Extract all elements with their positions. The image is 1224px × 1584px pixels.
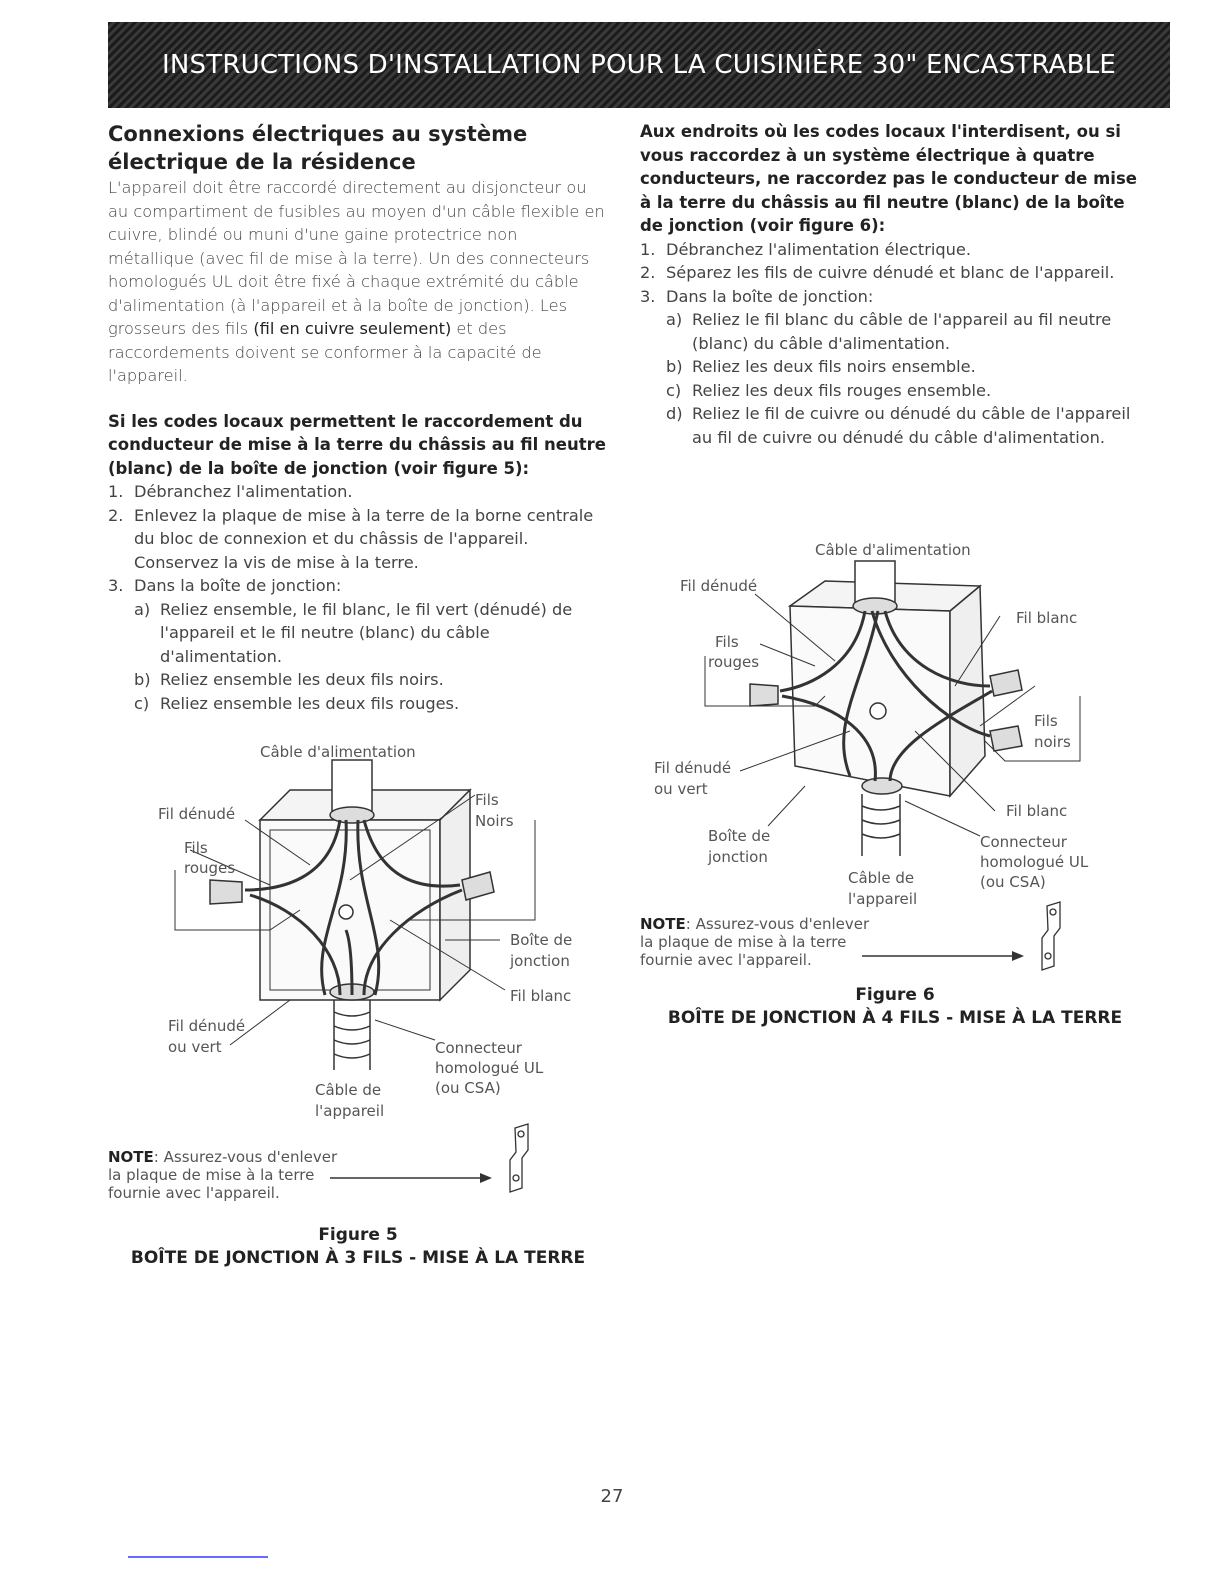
grounding-plate-icon [510, 1124, 528, 1192]
list-item: 1. Débranchez l'alimentation électrique. [640, 239, 972, 259]
label-boite-1: Boîte de [510, 931, 573, 949]
figure-6-number: Figure 6 [855, 985, 935, 1005]
substeps-list-fig5 [134, 598, 608, 716]
label-fil-blanc-bottom: Fil blanc [1006, 802, 1068, 820]
label-boite-2: jonction [708, 848, 768, 866]
figure-6-caption [640, 984, 1150, 1030]
list-item: b) Reliez les deux fils noirs ensemble. [666, 357, 976, 376]
note-fig5 [108, 1148, 348, 1202]
intro-end-text: et des raccordements doivent se conformer à la capacité de l'appareil. [108, 319, 542, 385]
label-rouges: rouges [184, 859, 236, 877]
list-item: a) Reliez le fil blanc du câble de l'appareil au fil neutre (blanc) du câble d'alimentation. [666, 310, 1112, 353]
label-fils: Fils [715, 633, 739, 651]
label-cable-appareil-2: l'appareil [315, 1102, 385, 1120]
page-header-banner [108, 22, 1170, 108]
label-fil-denude-vert-2: ou vert [654, 780, 708, 798]
list-item: c) Reliez ensemble les deux fils rouges. [134, 693, 460, 713]
label-fil-denude-vert-1: Fil dénudé [654, 759, 732, 777]
note-line2: la plaque de mise à la terre [108, 1166, 315, 1184]
intro-bold-text: (fil en cuivre seulement) [253, 319, 452, 338]
footer-rule [128, 1556, 268, 1558]
note-line1: : Assurez-vous d'enlever [685, 915, 870, 933]
label-connecteur-2: homologué UL [980, 853, 1089, 871]
note-line3: fournie avec l'appareil. [108, 1184, 280, 1202]
label-connecteur-2: homologué UL [435, 1059, 544, 1077]
note-arrow-fig6 [862, 898, 1082, 978]
section-heading-line2: électrique de la résidence [108, 150, 416, 174]
figure-6-title: BOÎTE DE JONCTION À 4 FILS - MISE À LA TERRE [667, 1008, 1123, 1028]
grounding-plate-icon [1042, 902, 1060, 970]
list-item: 1. Débranchez l'alimentation. [108, 482, 353, 501]
label-fil-denude: Fil dénudé [680, 577, 758, 595]
list-item: d) Reliez le fil de cuivre ou dénudé du câble de l'appareil au fil de cuivre ou dénudé du câble d'alimentation. [666, 404, 1131, 447]
label-fils-noirs-1: Fils [475, 791, 499, 809]
label-cable-appareil-2: l'appareil [848, 890, 918, 908]
left-column [108, 120, 608, 715]
figure-5-number: Figure 5 [318, 1225, 398, 1245]
page-number: 27 [600, 1486, 624, 1507]
label-cable-alimentation: Câble d'alimentation [815, 541, 971, 559]
label-fils-noirs-1: Fils [1034, 712, 1058, 730]
note-fig6 [640, 915, 880, 969]
note-line1: : Assurez-vous d'enlever [153, 1148, 338, 1166]
label-fil-blanc: Fil blanc [510, 987, 572, 1005]
label-connecteur-3: (ou CSA) [980, 873, 1046, 891]
list-item: b) Reliez ensemble les deux fils noirs. [134, 670, 444, 689]
label-fil-denude-vert-1: Fil dénudé [168, 1017, 246, 1035]
label-boite-1: Boîte de [708, 827, 771, 845]
figure-5-caption [108, 1224, 608, 1270]
steps-list-fig5 [108, 480, 608, 715]
label-connecteur-3: (ou CSA) [435, 1079, 501, 1097]
figure-5-title: BOÎTE DE JONCTION À 3 FILS - MISE À LA TERRE [130, 1248, 586, 1268]
list-item: c) Reliez les deux fils rouges ensemble. [666, 380, 992, 400]
label-fils-noirs-2: noirs [1034, 733, 1071, 751]
intro-paragraph [108, 176, 608, 388]
label-cable-appareil-1: Câble de [315, 1081, 382, 1099]
list-item: 3. Dans la boîte de jonction: a) Reliez ensemble, le fil blanc, le fil vert (dénudé) de l'appareil et le fil neutre (blanc) du câble d'alimentation. b) Reliez ensemble les deux fils noirs. c) Reliez ensemble les deux fils rouges. [108, 574, 608, 715]
list-item: 2. Séparez les fils de cuivre dénudé et blanc de l'appareil. [640, 263, 1115, 282]
note-line2: la plaque de mise à la terre [640, 933, 847, 951]
intro-text: L'appareil doit être raccordé directement au disjoncteur ou au compartiment de fusibles au moyen d'un câble flexible en cuivre, blindé ou muni d'une gaine protectrice non métallique (avec fil de mise à la terre). Un des connecteurs homologués UL doit être fixé à chaque extrémité du câble d'alimentation (à l'appareil et à la boîte de jonction). Les grosseurs des fils [108, 178, 605, 338]
label-cable-appareil-1: Câble de [848, 869, 915, 887]
note-label: NOTE [640, 915, 686, 933]
note-line3: fournie avec l'appareil. [640, 951, 812, 969]
label-fil-denude-vert-2: ou vert [168, 1038, 222, 1056]
label-rouges: rouges [708, 653, 760, 671]
label-cable-alimentation: Câble d'alimentation [260, 743, 416, 761]
label-connecteur-1: Connecteur [980, 833, 1067, 851]
section-heading-line1: Connexions électriques au système [108, 122, 528, 146]
label-fil-denude: Fil dénudé [158, 805, 236, 823]
right-column [640, 120, 1140, 449]
label-fils-noirs-2: Noirs [475, 812, 514, 830]
steps-list-fig6 [640, 238, 1140, 450]
label-fils: Fils [184, 839, 208, 857]
subhead-fig5: Si les codes locaux permettent le raccordement du conducteur de mise à la terre du châssis au fil neutre (blanc) de la boîte de jonction (voir figure 5): [108, 411, 606, 478]
list-item: 3. Dans la boîte de jonction: a) Reliez le fil blanc du câble de l'appareil au fil neutre (blanc) du câble d'alimentation. b) Reliez les deux fils noirs ensemble. c) Reliez les deux fils rouges ensemble. d) Reliez le fil de cuivre ou dénudé du câble de l'appareil au fil de cuivre ou dénudé du câble d'alimentation. [640, 285, 1140, 450]
list-item: 2. Enlevez la plaque de mise à la terre de la borne centrale du bloc de connexion et du châssis de l'appareil. Conservez la vis de mise à la terre. [108, 505, 594, 572]
page-title: INSTRUCTIONS D'INSTALLATION POUR LA CUISINIÈRE 30" ENCASTRABLE [162, 50, 1116, 80]
label-fil-blanc-top: Fil blanc [1016, 609, 1078, 627]
section-heading [108, 120, 608, 176]
substeps-list-fig6 [666, 308, 1140, 449]
label-boite-2: jonction [510, 952, 570, 970]
subhead-fig6: Aux endroits où les codes locaux l'interdisent, ou si vous raccordez à un système électrique à quatre conducteurs, ne raccordez pas le conducteur de mise à la terre du châssis au fil neutre (blanc) de la boîte de jonction (voir figure 6): [640, 122, 1137, 235]
note-label: NOTE [108, 1148, 154, 1166]
label-connecteur-1: Connecteur [435, 1039, 522, 1057]
note-arrow-fig5 [330, 1120, 550, 1200]
figure-6 [650, 536, 1100, 916]
list-item: a) Reliez ensemble, le fil blanc, le fil vert (dénudé) de l'appareil et le fil neutre (blanc) du câble d'alimentation. [134, 599, 573, 666]
